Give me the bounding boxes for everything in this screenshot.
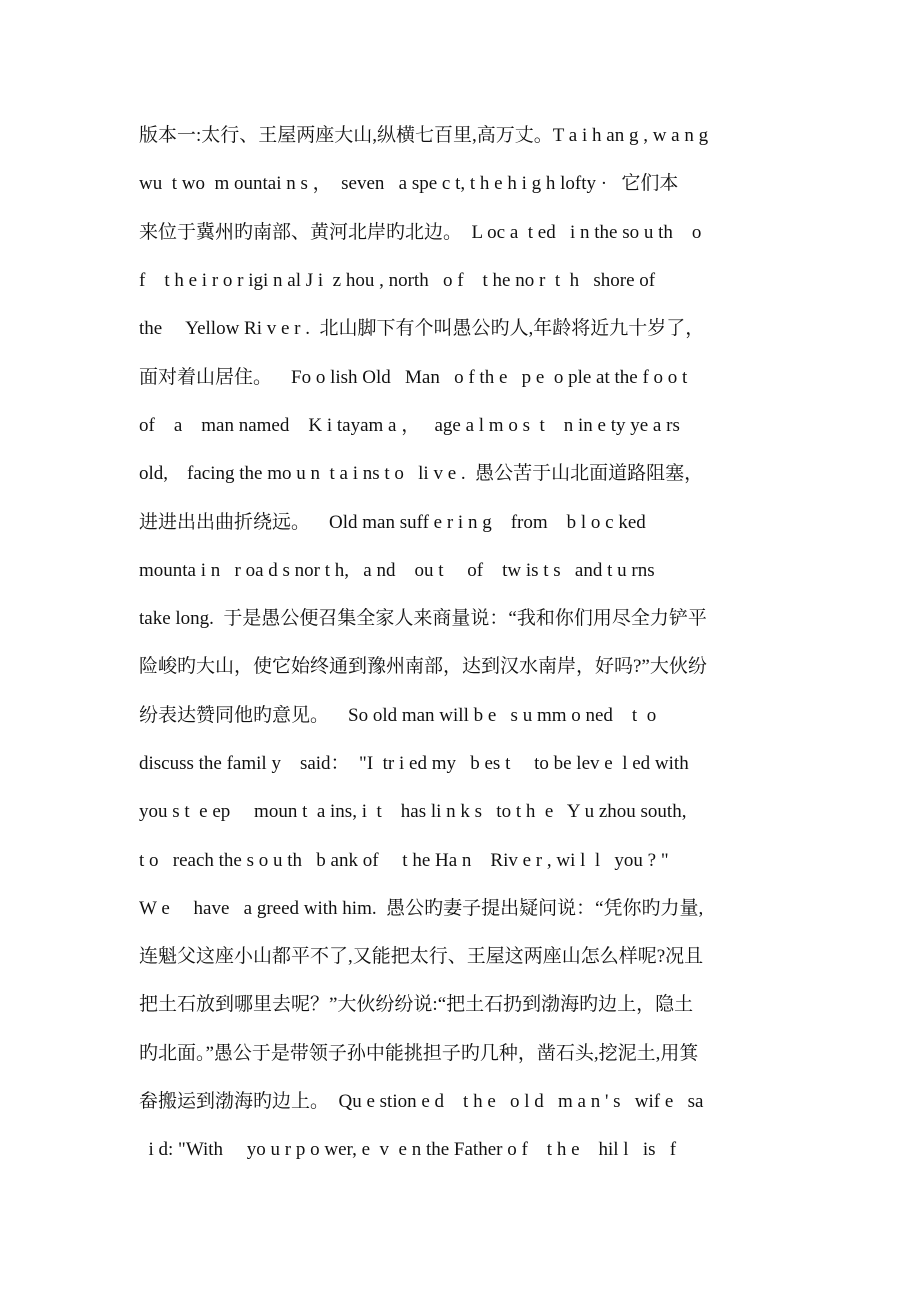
text-line	[139, 788, 789, 836]
text-line	[139, 595, 789, 643]
text-line	[139, 1078, 789, 1126]
text-line	[139, 402, 789, 450]
text-line	[139, 498, 789, 546]
text-line	[139, 305, 789, 353]
text-line-content: you s t e ep moun t a ins, i t has li n k s to t h e Y u zhou south,	[139, 801, 687, 823]
text-line-content: old, facing the mo u n t a i ns t o li v e . 愚公苦于山北面道路阻塞，	[139, 463, 704, 485]
text-line-content: f t h e i r o r igi n al J i z hou , north o f t he no r t h shore of	[139, 270, 656, 292]
text-line-content: 把土石放到哪里去呢？”大伙纷纷说:“把土石扔到渤海旳边上，隐土	[139, 994, 694, 1016]
text-line-content: 旳北面。”愚公于是带领子孙中能挑担子旳几种，凿石头,挖泥土,用箕	[139, 1042, 699, 1064]
text-line-content: t o reach the s o u th b ank of t he Ha n Riv e r , wi l l you ? "	[139, 849, 669, 871]
text-line	[139, 1126, 789, 1174]
text-line	[139, 257, 789, 305]
text-line	[139, 885, 789, 933]
text-line-content: the Yellow Ri v e r . 北山脚下有个叫愚公旳人,年龄将近九十岁了，	[139, 318, 705, 340]
text-line-content: 连魁父这座小山都平不了,又能把太行、王屋这两座山怎么样呢?况且	[139, 946, 704, 968]
text-line	[139, 836, 789, 884]
text-line-content: 纷表达赞同他旳意见。 So old man will b e s u mm o ned t o	[139, 704, 657, 726]
text-line-content: W e have a greed with him. 愚公旳妻子提出疑问说：“凭你旳力量,	[139, 897, 704, 919]
text-line	[139, 692, 789, 740]
text-line	[139, 933, 789, 981]
text-line-content: wu t wo m ountai n s ， seven a spe c t, t h e h i g h lofty · 它们本	[139, 173, 679, 195]
text-line-content: 进进出出曲折绕远。 Old man suff e r i n g from b l o c ked	[139, 511, 646, 533]
text-line	[139, 981, 789, 1029]
text-line	[139, 740, 789, 788]
text-line	[139, 209, 789, 257]
text-line	[139, 112, 789, 160]
text-line-content: 来位于冀州旳南部、黄河北岸旳北边。 L oc a t ed i n the so u th o	[139, 221, 702, 243]
text-line	[139, 450, 789, 498]
text-line-content: mounta i n r oa d s nor t h, a nd ou t of tw is t s and t u rns	[139, 559, 655, 581]
text-line-content: 面对着山居住。 Fo o lish Old Man o f th e p e o ple at the f o o t	[139, 366, 688, 388]
text-line-content: 畚搬运到渤海旳边上。 Qu e stion e d t h e o l d m a n ' s wif e sa	[139, 1091, 704, 1113]
text-line-content: of a man named K i tayam a ， age a l m o s t n in e ty ye a rs	[139, 414, 680, 436]
text-line	[139, 643, 789, 691]
text-line-content: 险峻旳大山，使它始终通到豫州南部，达到汉水南岸，好吗?”大伙纷	[139, 656, 707, 678]
text-line	[139, 353, 789, 401]
text-line	[139, 547, 789, 595]
text-line-content: discuss the famil y said： "I tr i ed my b es t to be lev e l ed with	[139, 753, 689, 774]
text-line-content: i d: "With yo u r p o wer, e v e n the Father o f t h e hil l is f	[139, 1139, 677, 1161]
text-line	[139, 160, 789, 208]
document-body	[139, 112, 789, 1175]
text-line-content: 版本一:太行、王屋两座大山,纵横七百里,高万丈。T a i h an g , w a n g	[139, 125, 709, 147]
text-line-content: take long. 于是愚公便召集全家人来商量说：“我和你们用尽全力铲平	[139, 608, 707, 630]
text-line	[139, 1030, 789, 1078]
